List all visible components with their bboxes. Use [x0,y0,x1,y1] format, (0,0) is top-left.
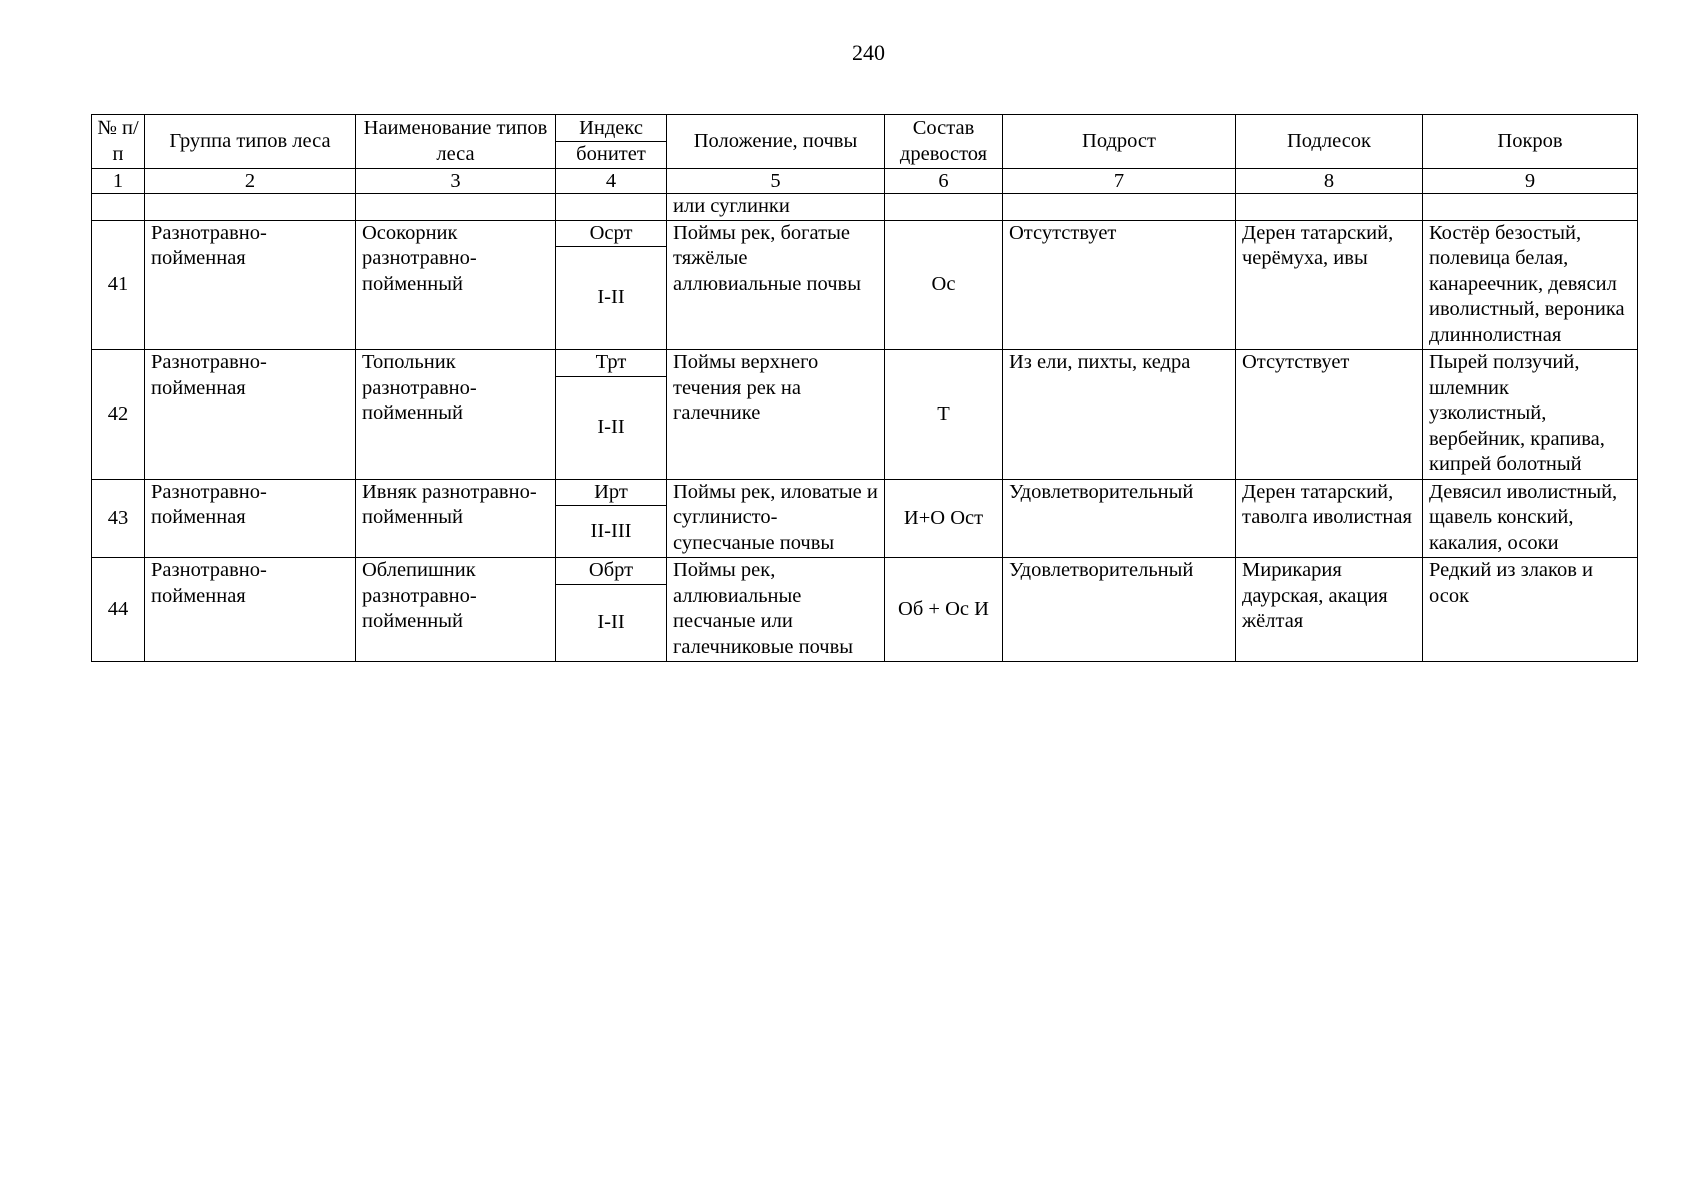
underbrush: Отсутствует [1236,350,1423,480]
column-number: 2 [145,169,356,194]
index-bonitet-cell [556,558,667,662]
forest-types-table [91,114,1638,662]
bonitet: I-II [597,286,625,309]
forest-group: Разнотравно-пойменная [145,479,356,558]
position-soils: Поймы рек, иловатые и суглинисто-супесчаные почвы [667,479,885,558]
page-number: 240 [852,40,885,65]
bonitet: II-III [590,519,632,542]
forest-index: Трт [556,350,666,377]
index-bonitet-cell [556,220,667,350]
column-number: 1 [92,169,145,194]
undergrowth: Удовлетворительный [1003,558,1236,662]
forest-type-name: Топольник разнотравно-пойменный [356,350,556,480]
row-number: 43 [92,479,145,558]
bonitet: I-II [597,610,625,633]
column-number: 3 [356,169,556,194]
header-index-bonitet [556,115,667,169]
table-cell [356,194,556,221]
index-bonitet-cell [556,350,667,480]
position-soils: Поймы верхнего течения рек на галечнике [667,350,885,480]
table-cell [1003,194,1236,221]
continuation-row [92,194,1638,221]
underbrush: Дерен татарский, черёмуха, ивы [1236,220,1423,350]
underbrush: Мирикария даурская, акация жёлтая [1236,558,1423,662]
header-row [92,115,1638,169]
row-number: 41 [92,220,145,350]
table-row [92,558,1638,662]
table-cell [556,194,667,221]
header-cover: Покров [1423,115,1638,169]
column-number: 8 [1236,169,1423,194]
forest-group: Разнотравно-пойменная [145,220,356,350]
row-number: 44 [92,558,145,662]
position-soils: Поймы рек, богатые тяжёлые аллювиальные почвы [667,220,885,350]
undergrowth: Из ели, пихты, кедра [1003,350,1236,480]
table-cell [1236,194,1423,221]
table-cell [92,194,145,221]
table-cell [885,194,1003,221]
undergrowth: Удовлетворительный [1003,479,1236,558]
stand-composition: Ос [885,220,1003,350]
table-cell [145,194,356,221]
column-number: 7 [1003,169,1236,194]
column-number: 9 [1423,169,1638,194]
header-position: Положение, почвы [667,115,885,169]
header-name: Наименование типов леса [356,115,556,169]
header-num: № п/п [92,115,145,169]
table-row [92,350,1638,480]
table-row [92,220,1638,350]
index-bonitet-cell [556,479,667,558]
forest-type-name: Ивняк разнотравно-пойменный [356,479,556,558]
table-row [92,479,1638,558]
column-number-row [92,169,1638,194]
column-number: 6 [885,169,1003,194]
continuation-position: или суглинки [667,194,885,221]
forest-type-name: Осокорник разнотравно-пойменный [356,220,556,350]
header-group: Группа типов леса [145,115,356,169]
ground-cover: Пырей ползучий, шлемник узколистный, вербейник, крапива, кипрей болотный [1423,350,1638,480]
ground-cover: Костёр безостый, полевица белая, канареечник, девясил иволистный, вероника длиннолистная [1423,220,1638,350]
forest-index: Ирт [556,480,666,507]
position-soils: Поймы рек, аллювиальные песчаные или галечниковые почвы [667,558,885,662]
column-number: 4 [556,169,667,194]
forest-type-name: Облепишник разнотравно-пойменный [356,558,556,662]
header-index: Индекс [556,115,666,142]
stand-composition: И+О Ост [885,479,1003,558]
undergrowth: Отсутствует [1003,220,1236,350]
forest-index: Осрт [556,221,666,248]
table-cell [1423,194,1638,221]
header-underbrush: Подлесок [1236,115,1423,169]
forest-group: Разнотравно-пойменная [145,558,356,662]
stand-composition: Об + Ос И [885,558,1003,662]
forest-index: Обрт [556,558,666,585]
ground-cover: Девясил иволистный, щавель конский, какалия, осоки [1423,479,1638,558]
ground-cover: Редкий из злаков и осок [1423,558,1638,662]
forest-group: Разнотравно-пойменная [145,350,356,480]
stand-composition: Т [885,350,1003,480]
column-number: 5 [667,169,885,194]
row-number: 42 [92,350,145,480]
bonitet: I-II [597,415,625,438]
header-bonitet: бонитет [576,143,646,166]
header-undergrowth: Подрост [1003,115,1236,169]
underbrush: Дерен татарский, таволга иволистная [1236,479,1423,558]
header-composition: Состав древостоя [885,115,1003,169]
